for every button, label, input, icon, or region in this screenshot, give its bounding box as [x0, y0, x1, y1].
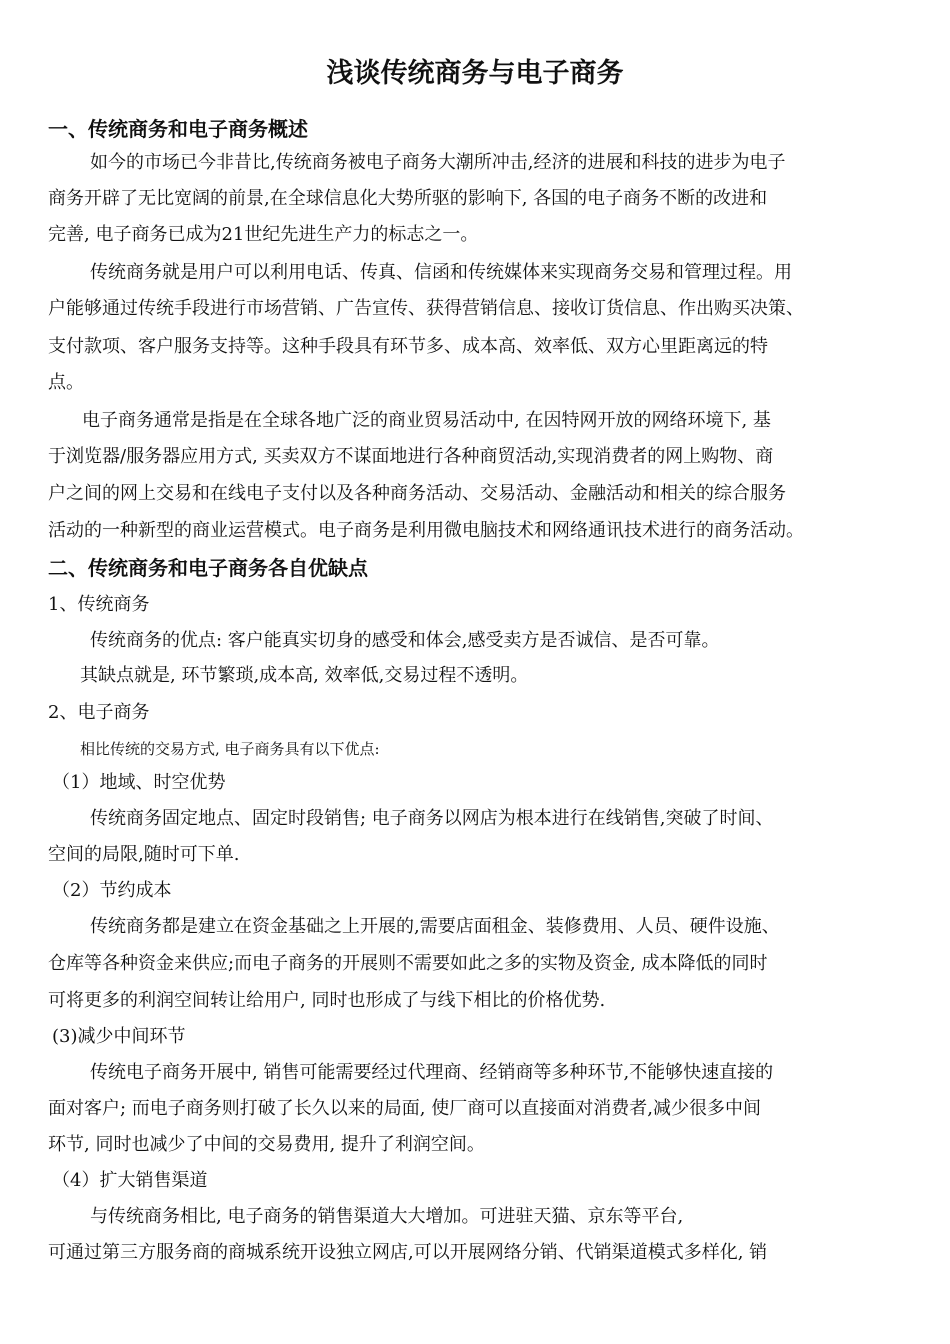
paragraph-line: 环节, 同时也减少了中间的交易费用, 提升了利润空间。 [48, 1134, 485, 1155]
paragraph-line: 活动的一种新型的商业运营模式。电子商务是利用微电脑技术和网络通讯技术进行的商务活动。 [48, 520, 804, 541]
paragraph-line: 于浏览器/服务器应用方式, 买卖双方不谋面地进行各种商贸活动,实现消费者的网上购物、商 [48, 446, 774, 467]
paragraph-line: 与传统商务相比, 电子商务的销售渠道大大增加。可进驻天猫、京东等平台, [90, 1206, 684, 1227]
subsection-heading: 2、电子商务 [48, 702, 150, 723]
paragraph-line: 完善, 电子商务已成为21世纪先进生产力的标志之一。 [48, 224, 479, 245]
section-2-heading: 二、传统商务和电子商务各自优缺点 [48, 556, 368, 580]
paragraph-line: 传统商务固定地点、固定时段销售; 电子商务以网店为根本进行在线销售,突破了时间、 [90, 808, 774, 829]
subsection-heading: 1、传统商务 [48, 594, 150, 615]
document-title: 浅谈传统商务与电子商务 [326, 58, 624, 89]
paragraph-line: 户能够通过传统手段进行市场营销、广告宣传、获得营销信息、接收订货信息、作出购买决策、 [48, 298, 804, 319]
paragraph-line: 传统电子商务开展中, 销售可能需要经过代理商、经销商等多种环节,不能够快速直接的 [90, 1062, 774, 1083]
paragraph-line: 电子商务通常是指是在全球各地广泛的商业贸易活动中, 在因特网开放的网络环境下, 基 [82, 410, 771, 431]
paragraph-line: 仓库等各种资金来供应;而电子商务的开展则不需要如此之多的实物及资金, 成本降低的同时 [48, 953, 768, 974]
paragraph-line: 户之间的网上交易和在线电子支付以及各种商务活动、交易活动、金融活动和相关的综合服务 [48, 483, 786, 504]
paragraph-line: 相比传统的交易方式, 电子商务具有以下优点: [80, 740, 380, 758]
paragraph-line: 点。 [48, 372, 84, 393]
list-item-title: (3)减少中间环节 [52, 1026, 186, 1047]
paragraph-line: 可通过第三方服务商的商城系统开设独立网店,可以开展网络分销、代销渠道模式多样化, 销 [48, 1242, 768, 1263]
list-item-title: （2）节约成本 [52, 880, 172, 901]
paragraph-line: 支付款项、客户服务支持等。这种手段具有环节多、成本高、效率低、双方心里距离远的特 [48, 336, 768, 357]
list-item-title: （1）地域、时空优势 [52, 772, 226, 793]
paragraph-line: 可将更多的利润空间转让给用户, 同时也形成了与线下相比的价格优势. [48, 990, 606, 1011]
paragraph-line: 传统商务都是建立在资金基础之上开展的,需要店面租金、装修费用、人员、硬件设施、 [90, 916, 780, 937]
paragraph-line: 传统商务的优点: 客户能真实切身的感受和体会,感受卖方是否诚信、是否可靠。 [90, 630, 720, 651]
paragraph-line: 空间的局限,随时可下单. [48, 844, 240, 865]
paragraph-line: 商务开辟了无比宽阔的前景,在全球信息化大势所驱的影响下, 各国的电子商务不断的改进和 [48, 188, 768, 209]
paragraph-line: 其缺点就是, 环节繁琐,成本高, 效率低,交易过程不透明。 [80, 665, 529, 686]
section-1-heading: 一、传统商务和电子商务概述 [48, 117, 308, 141]
paragraph-line: 面对客户; 而电子商务则打破了长久以来的局面, 使厂商可以直接面对消费者,减少很多中间 [48, 1098, 761, 1119]
paragraph-line: 传统商务就是用户可以利用电话、传真、信函和传统媒体来实现商务交易和管理过程。用 [90, 262, 792, 283]
list-item-title: （4）扩大销售渠道 [52, 1170, 208, 1191]
paragraph-line: 如今的市场已今非昔比,传统商务被电子商务大潮所冲击,经济的进展和科技的进步为电子 [90, 152, 786, 173]
